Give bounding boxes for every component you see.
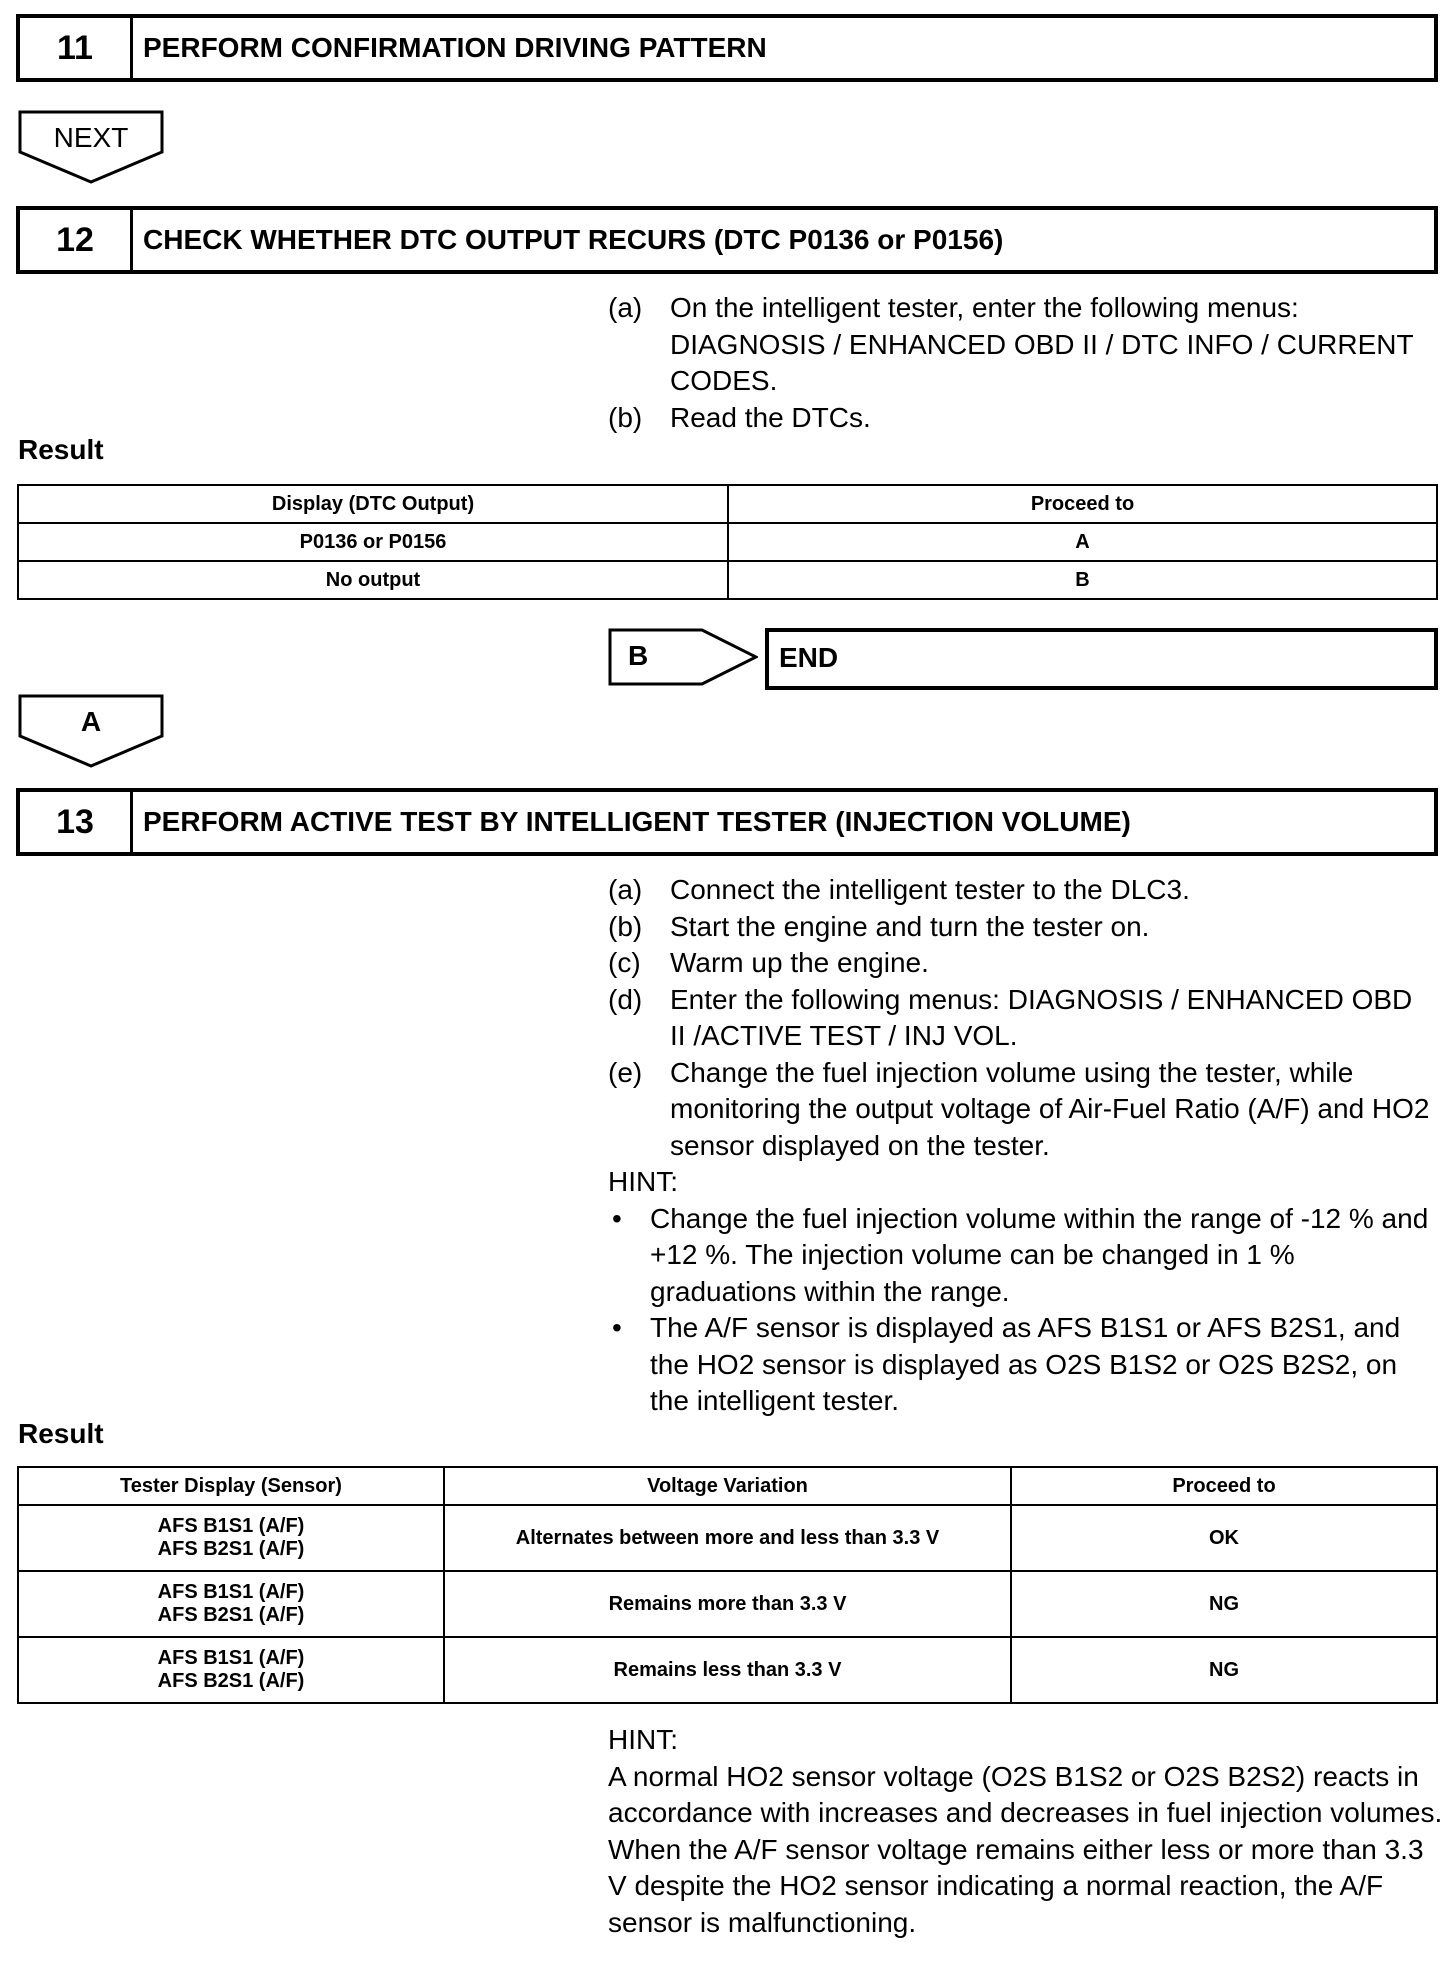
step-title: PERFORM CONFIRMATION DRIVING PATTERN bbox=[143, 32, 767, 63]
table-row: P0136 or P0156 A bbox=[18, 523, 1437, 561]
instruction-item: (c) Warm up the engine. bbox=[608, 947, 929, 978]
instruction-item: (a) Connect the intelligent tester to the DLC3. bbox=[608, 874, 1190, 905]
step-title: PERFORM ACTIVE TEST BY INTELLIGENT TESTER (INJECTION VOLUME) bbox=[143, 806, 1131, 837]
step-number: 13 bbox=[20, 792, 133, 852]
instruction-item: (e) Change the fuel injection volume using the tester, while monitoring the output voltage of Air-Fuel Ratio (A/F) and HO2 sensor displayed on the tester. bbox=[608, 1056, 1430, 1161]
hint-label: HINT: bbox=[608, 1166, 678, 1197]
step-13-instructions bbox=[608, 872, 1434, 1420]
instruction-item: (a) On the intelligent tester, enter the following menus: DIAGNOSIS / ENHANCED OBD II / DTC INFO / CURRENT CODES. bbox=[608, 292, 1414, 396]
table-header: Proceed to bbox=[728, 485, 1437, 523]
hint-item: • The A/F sensor is displayed as AFS B1S1 or AFS B2S1, and the HO2 sensor is displayed as O2S B1S2 or O2S B2S2, on the intelligent tester. bbox=[612, 1312, 1401, 1416]
result-table-1 bbox=[17, 484, 1438, 600]
table-row: AFS B1S1 (A/F) AFS B2S1 (A/F) Remains more than 3.3 V NG bbox=[18, 1571, 1437, 1637]
table-header: Proceed to bbox=[1011, 1467, 1437, 1505]
instruction-item: (b) Start the engine and turn the tester on. bbox=[608, 910, 1150, 942]
step-13-header bbox=[16, 788, 1438, 856]
step-number: 11 bbox=[20, 18, 133, 78]
result-table-2 bbox=[17, 1466, 1438, 1704]
table-row: AFS B1S1 (A/F) AFS B2S1 (A/F) Remains less than 3.3 V NG bbox=[18, 1637, 1437, 1703]
step-12-instructions bbox=[608, 290, 1438, 436]
instruction-item: (b) Read the DTCs. bbox=[608, 401, 871, 433]
end-box bbox=[765, 628, 1438, 690]
a-label: A bbox=[80, 706, 102, 737]
step-number: 12 bbox=[20, 210, 133, 270]
hint-text: A normal HO2 sensor voltage (O2S B1S2 or O2S B2S2) reacts in accordance with increases and decreases in fuel injection volumes. When the A/F sensor voltage remains either less or more than 3.3 V despite the HO2 sensor indicating a normal reaction, the A/F sensor is malfunctioning. bbox=[608, 1760, 1443, 1938]
table-header: Display (DTC Output) bbox=[18, 485, 728, 523]
step-title: CHECK WHETHER DTC OUTPUT RECURS (DTC P0136 or P0156) bbox=[143, 224, 1004, 255]
next-label: NEXT bbox=[53, 122, 129, 153]
a-tag[interactable] bbox=[18, 694, 164, 768]
step-11-header bbox=[16, 14, 1438, 82]
b-tag[interactable] bbox=[608, 628, 758, 686]
end-label: END bbox=[779, 642, 839, 673]
hint-item: • Change the fuel injection volume within the range of -12 % and +12 %. The injection volume can be changed in 1 % graduations within the range. bbox=[612, 1202, 1429, 1307]
instruction-item: (d) Enter the following menus: DIAGNOSIS / ENHANCED OBD II /ACTIVE TEST / INJ VOL. bbox=[608, 983, 1413, 1051]
result-label: Result bbox=[18, 1418, 104, 1449]
next-tag[interactable] bbox=[18, 110, 164, 184]
table-header: Voltage Variation bbox=[444, 1467, 1011, 1505]
step-12-header bbox=[16, 206, 1438, 274]
hint-label: HINT: bbox=[608, 1724, 678, 1755]
table-row: No output B bbox=[18, 561, 1437, 599]
final-hint bbox=[608, 1722, 1444, 1941]
table-header: Tester Display (Sensor) bbox=[18, 1467, 444, 1505]
table-row: AFS B1S1 (A/F) AFS B2S1 (A/F) Alternates between more and less than 3.3 V OK bbox=[18, 1505, 1437, 1571]
result-label: Result bbox=[18, 434, 104, 465]
b-label: B bbox=[628, 640, 649, 671]
